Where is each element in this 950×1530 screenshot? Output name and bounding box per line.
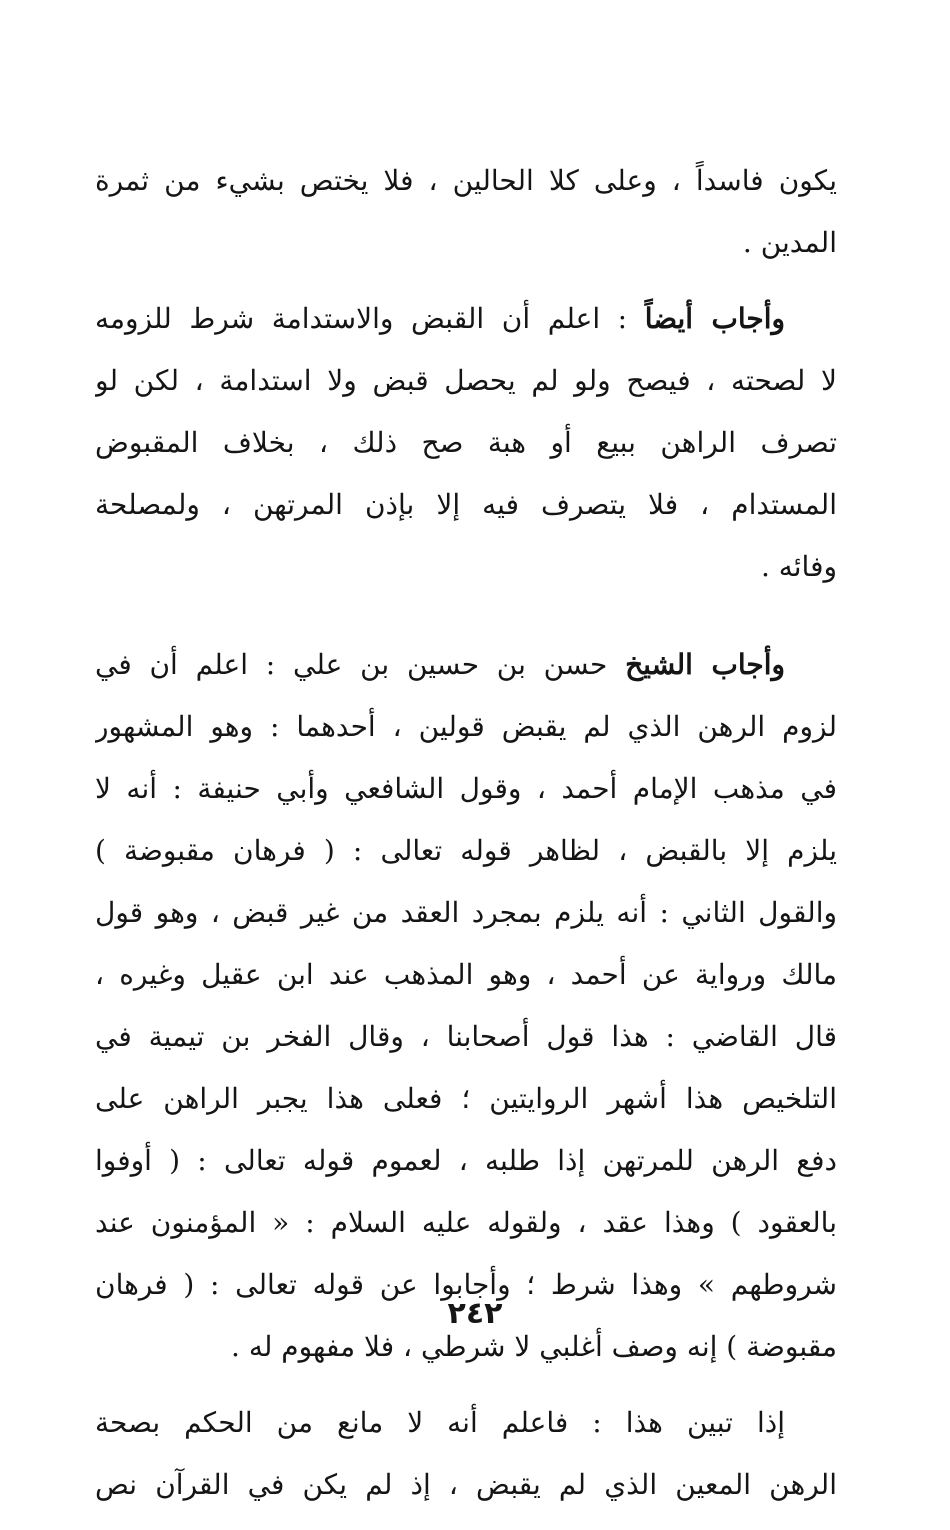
- text-line: لزوم الرهن الذي لم يقبض قولين ، أحدهما : وهو المشهور: [95, 710, 837, 743]
- page-number: ٢٤٢: [447, 1296, 503, 1331]
- paragraph-lead: وأجاب الشيخ: [625, 648, 785, 681]
- text-line: الرهن المعين الذي لم يقبض ، إذ لم يكن في القرآن نص: [95, 1468, 837, 1501]
- paragraph-4: [95, 1392, 837, 1516]
- text-line: يلزم إلا بالقبض ، لظاهر قوله تعالى : ( فرهان مقبوضة ): [95, 834, 837, 867]
- text-line: مقبوضة ) إنه وصف أغلبي لا شرطي ، فلا مفهوم له .: [231, 1330, 837, 1363]
- text-line: التلخيص هذا أشهر الروايتين ؛ فعلى هذا يجبر الراهن على: [95, 1082, 837, 1115]
- text-line: المستدام ، فلا يتصرف فيه إلا بإذن المرتهن ، ولمصلحة: [95, 488, 837, 521]
- text-line: يكون فاسداً ، وعلى كلا الحالين ، فلا يختص بشيء من ثمرة: [95, 164, 837, 197]
- text-line: شروطهم » وهذا شرط ؛ وأجابوا عن قوله تعالى : ( فرهان: [95, 1268, 837, 1301]
- text-line: قال القاضي : هذا قول أصحابنا ، وقال الفخر بن تيمية في: [95, 1020, 837, 1053]
- text-fragment: : اعلم أن القبض والاستدامة شرط للزومه: [95, 302, 628, 335]
- text-line: [95, 288, 837, 350]
- text-line: بالعقود ) وهذا عقد ، ولقوله عليه السلام : « المؤمنون عند: [95, 1206, 837, 1239]
- text-line: تصرف الراهن ببيع أو هبة صح ذلك ، بخلاف المقبوض: [95, 426, 837, 459]
- text-line: وفائه .: [760, 550, 837, 583]
- text-line: [95, 634, 837, 696]
- paragraph-3: [95, 634, 837, 1378]
- text-line: دفع الرهن للمرتهن إذا طلبه ، لعموم قوله تعالى : ( أوفوا: [95, 1144, 837, 1177]
- text-line: والقول الثاني : أنه يلزم بمجرد العقد من غير قبض ، وهو قول: [95, 896, 837, 929]
- text-line: إذا تبين هذا : فاعلم أنه لا مانع من الحكم بصحة: [95, 1406, 785, 1439]
- paragraph-lead: وأجاب أيضاً: [644, 302, 785, 335]
- paragraph-2: [95, 288, 837, 598]
- paragraph-1: [95, 150, 837, 274]
- text-line: المدين .: [742, 226, 837, 259]
- text-fragment: حسن بن حسين بن علي : اعلم أن في: [95, 648, 608, 681]
- text-line: في مذهب الإمام أحمد ، وقول الشافعي وأبي حنيفة : أنه لا: [95, 772, 837, 805]
- text-line: لا لصحته ، فيصح ولو لم يحصل قبض ولا استدامة ، لكن لو: [95, 364, 837, 397]
- text-line: مالك ورواية عن أحمد ، وهو المذهب عند ابن عقيل وغيره ،: [95, 958, 837, 991]
